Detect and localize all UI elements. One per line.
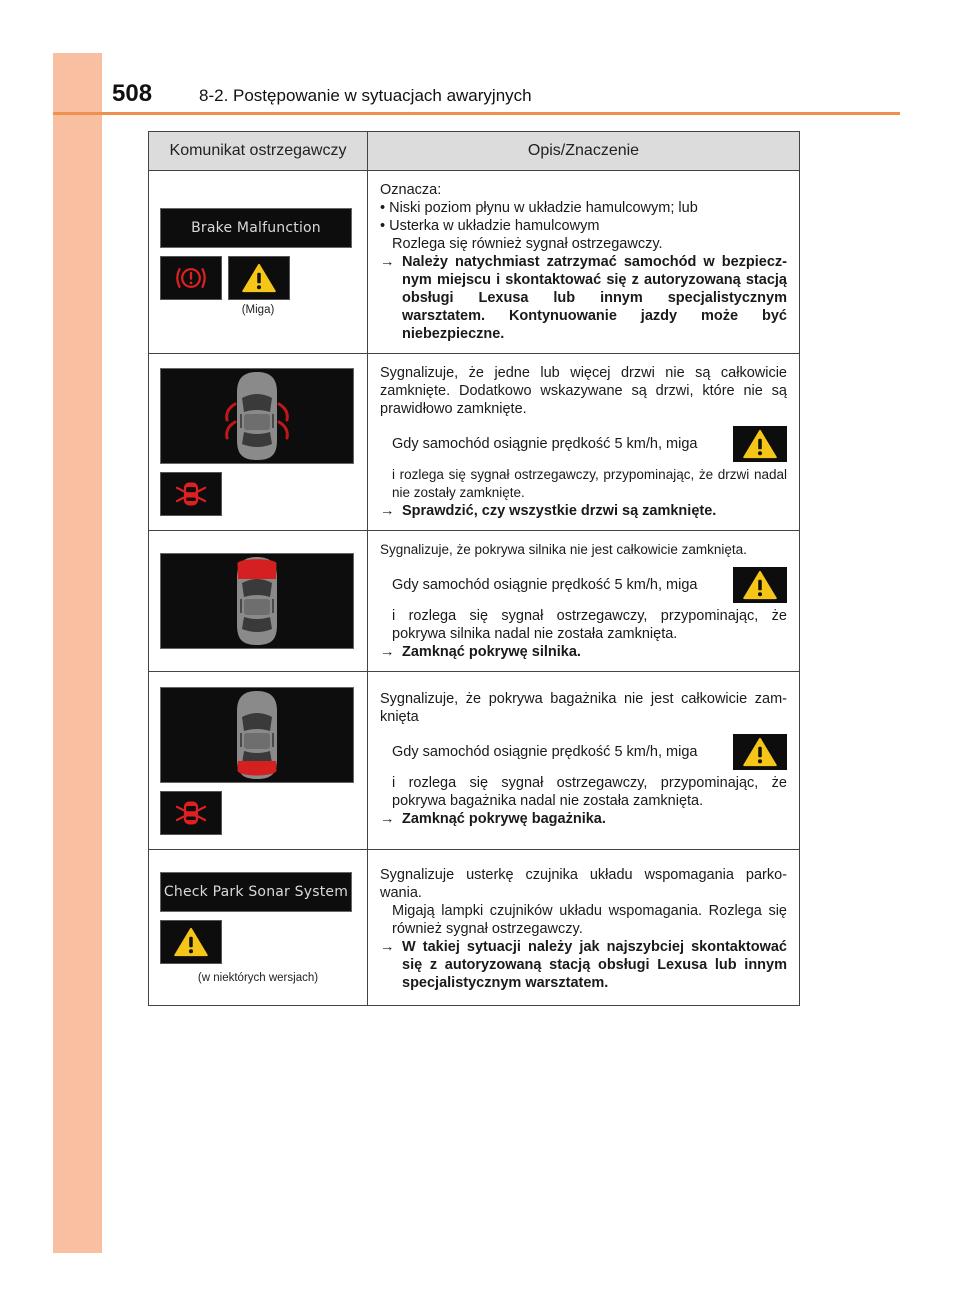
col-header-message: Komunikat ostrzegawczy xyxy=(149,132,368,171)
brake-indicator xyxy=(160,256,222,300)
after-text: i rozlega się sygnał ostrzegawczy, przypominając, że pokrywa silnika nadal nie została zamknięta. xyxy=(392,608,787,642)
display-screen xyxy=(160,208,352,248)
display-screen xyxy=(160,368,354,464)
message-cell xyxy=(149,850,368,1006)
description-cell xyxy=(368,171,800,354)
arrow-icon: → xyxy=(380,939,395,955)
warning-table xyxy=(148,131,800,1006)
car-top-view-icon xyxy=(217,689,297,781)
desc-text: Sygnalizuje usterkę czujnika układu wspomagania parko- wania. xyxy=(380,867,787,901)
arrow-icon: → xyxy=(380,254,395,270)
action-line xyxy=(380,643,787,661)
description-cell xyxy=(368,850,800,1006)
door-open-icon xyxy=(173,798,209,828)
col-header-description: Opis/Znaczenie xyxy=(368,132,800,171)
desc-line: • Usterka w układzie hamulcowym xyxy=(380,218,600,234)
description-cell xyxy=(368,354,800,531)
table-row xyxy=(149,354,800,531)
brake-warning-icon xyxy=(173,263,209,293)
action-text: Sprawdzić, czy wszystkie drzwi są zamknięte. xyxy=(402,503,717,519)
action-text: W takiej sytuacji należy jak najszybciej skontaktować się z autoryzowaną stacją obsługi Lexusa lub innym specjalistycznym warsztatem. xyxy=(402,939,787,991)
header-rule xyxy=(53,112,900,115)
speed-text: Gdy samochód osiągnie prędkość 5 km/h, miga xyxy=(392,744,698,760)
arrow-icon: → xyxy=(380,644,395,660)
master-warning-indicator xyxy=(160,920,222,964)
indicator-row xyxy=(160,920,356,964)
desc-text: Sygnalizuje, że jedne lub więcej drzwi nie są całkowicie zamknięte. Dodatkowo wskazywane są drzwi, które nie są prawidłowo zamknięte. xyxy=(380,365,787,417)
after-text: Migają lampki czujników układu wspomagania. Rozlega się również sygnał ostrzegawczy. xyxy=(392,903,787,937)
action-line xyxy=(380,938,787,992)
section-title: 8-2. Postępowanie w sytuacjach awaryjnych xyxy=(199,86,532,105)
action-text: Zamknąć pokrywę silnika. xyxy=(402,644,581,660)
table-row xyxy=(149,171,800,354)
door-open-icon xyxy=(173,479,209,509)
master-warning-icon xyxy=(173,927,209,957)
message-cell xyxy=(149,672,368,850)
master-warning-indicator xyxy=(228,256,290,300)
table-row xyxy=(149,850,800,1006)
car-top-view-icon xyxy=(217,370,297,462)
table-row xyxy=(149,531,800,672)
after-text: i rozlega się sygnał ostrzegawczy, przypominając, że pokrywa bagażnika nadal nie została zamknięta. xyxy=(392,775,787,809)
indicator-caption: (w niektórych wersjach) xyxy=(197,971,319,984)
action-line xyxy=(380,502,787,520)
desc-text: Sygnalizuje, że pokrywa silnika nie jest całkowicie zamknięta. xyxy=(380,542,747,557)
display-screen xyxy=(160,872,352,912)
display-screen xyxy=(160,687,354,783)
desc-line: • Niski poziom płynu w układzie hamulcowym; lub xyxy=(380,200,698,216)
indicator-caption: (Miga) xyxy=(241,304,275,316)
master-warning-icon xyxy=(742,737,778,767)
door-indicator xyxy=(160,791,222,835)
speed-text: Gdy samochód osiągnie prędkość 5 km/h, miga xyxy=(392,436,698,452)
desc-text: Sygnalizuje, że pokrywa bagażnika nie jest całkowicie zam- knięta xyxy=(380,691,787,725)
description-cell xyxy=(368,672,800,850)
message-cell xyxy=(149,354,368,531)
speed-row xyxy=(380,734,787,770)
master-warning-indicator xyxy=(733,426,787,462)
car-top-view-icon xyxy=(217,555,297,647)
master-warning-icon xyxy=(742,570,778,600)
desc-line: Oznacza: xyxy=(380,182,442,198)
side-tab-bar xyxy=(53,53,102,1253)
arrow-icon: → xyxy=(380,503,395,519)
master-warning-indicator xyxy=(733,567,787,603)
master-warning-icon xyxy=(241,263,277,293)
master-warning-icon xyxy=(742,429,778,459)
message-cell xyxy=(149,171,368,354)
speed-text: Gdy samochód osiągnie prędkość 5 km/h, miga xyxy=(392,577,698,593)
action-text: Należy natychmiast zatrzymać samochód w bezpiecz- nym miejscu i skontaktować się z autoryzowaną stacją obsługi Lexusa lub innym specjalistycznym warsztatem. Kontynuowanie jazdy może być niebezpieczne. xyxy=(402,254,787,342)
master-warning-indicator xyxy=(733,734,787,770)
screen-label: Brake Malfunction xyxy=(191,220,321,236)
description-cell xyxy=(368,531,800,672)
message-cell xyxy=(149,531,368,672)
action-line xyxy=(380,253,787,343)
screen-label: Check Park Sonar System xyxy=(163,883,349,900)
page-number: 508 xyxy=(112,80,153,107)
speed-row xyxy=(380,567,787,603)
door-indicator xyxy=(160,472,222,516)
table-row xyxy=(149,672,800,850)
after-text: i rozlega się sygnał ostrzegawczy, przypominając, że drzwi nadal nie zostały zamknięte. xyxy=(392,467,787,500)
speed-row xyxy=(380,426,787,462)
display-screen xyxy=(160,553,354,649)
action-text: Zamknąć pokrywę bagażnika. xyxy=(402,811,606,827)
desc-line: Rozlega się również sygnał ostrzegawczy. xyxy=(392,236,663,252)
arrow-icon: → xyxy=(380,811,395,827)
indicator-row xyxy=(160,472,356,516)
action-line xyxy=(380,810,787,828)
indicator-row xyxy=(160,256,356,300)
indicator-row xyxy=(160,791,356,835)
